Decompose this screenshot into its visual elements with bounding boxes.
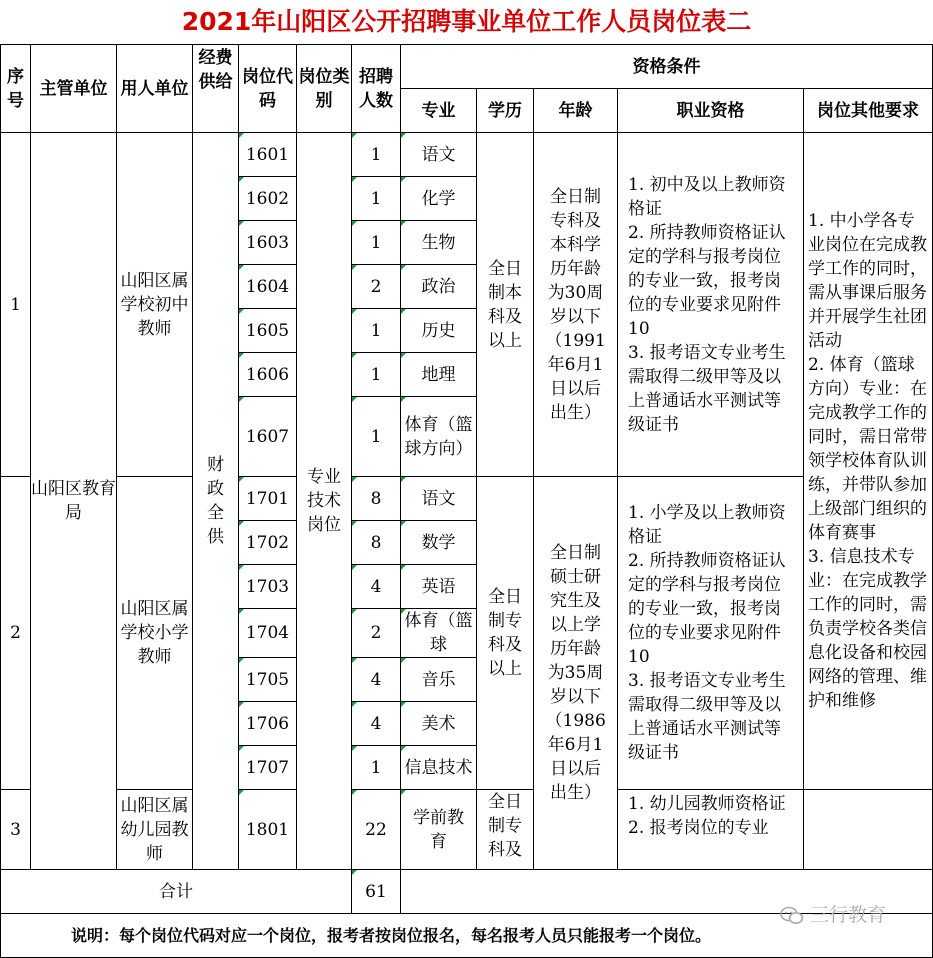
total-label: 合计 [1,870,352,914]
count-cell: 1 [352,221,401,265]
note-text: 说明：每个岗位代码对应一个岗位，报考者按岗位报名，每名报考人员只能报考一个岗位。 [1,914,933,958]
count-cell: 8 [352,477,401,521]
major-cell: 语文 [401,133,477,177]
header-code: 岗位代码 [239,45,297,133]
major-cell: 历史 [401,309,477,353]
header-count: 招聘人数 [352,45,401,133]
header-authority: 主管单位 [31,45,117,133]
code-cell: 1606 [239,353,297,397]
count-cell: 4 [352,658,401,702]
code-cell: 1801 [239,790,297,870]
count-cell: 22 [352,790,401,870]
major-cell: 语文 [401,477,477,521]
major-cell: 生物 [401,221,477,265]
table-row [1,133,933,177]
count-cell: 1 [352,177,401,221]
other-requirements-cell [804,133,933,790]
employer-cell: 山阳区属学校小学教师 [117,477,193,790]
code-cell: 1701 [239,477,297,521]
seq-cell: 2 [1,477,31,790]
header-education: 学历 [477,89,534,133]
positions-table [0,44,933,958]
cert-cell [618,790,804,870]
code-cell: 1601 [239,133,297,177]
code-cell: 1602 [239,177,297,221]
table-row [1,790,933,870]
age-cell [534,477,618,870]
count-cell: 2 [352,609,401,658]
cert-text: 1. 初中及以上教师资格证 2. 所持教师资格证认定的学科与报考岗位的专业一致，报考岗位的专业要求见附件10 3. 报考语文专业考生需取得二级甲等及以上普通话水平测试等级证书 [628,174,786,435]
major-cell: 化学 [401,177,477,221]
employer-cell: 山阳区属学校初中教师 [117,133,193,477]
education-cell [477,790,534,870]
code-cell: 1603 [239,221,297,265]
count-cell: 4 [352,702,401,746]
category-cell [297,133,352,870]
watermark-text: 三行教育 [810,904,887,926]
wechat-icon [780,906,804,926]
funding-cell [193,133,239,870]
cert-cell [618,133,804,477]
header-seq: 序号 [1,45,31,133]
code-cell: 1604 [239,265,297,309]
count-cell: 1 [352,397,401,477]
code-cell: 1605 [239,309,297,353]
major-cell: 学前教育 [401,790,477,870]
count-cell: 1 [352,309,401,353]
employer-cell: 山阳区属幼儿园教师 [117,790,193,870]
major-cell: 音乐 [401,658,477,702]
major-cell: 数学 [401,521,477,565]
age-cell [534,133,618,477]
major-cell: 政治 [401,265,477,309]
total-count: 61 [352,870,401,914]
code-cell: 1607 [239,397,297,477]
education-text: 全日制本科及以上 [488,258,522,351]
education-cell [477,133,534,477]
seq-cell: 1 [1,133,31,477]
count-cell: 1 [352,353,401,397]
header-category: 岗位类别 [297,45,352,133]
header-major: 专业 [401,89,477,133]
count-cell: 4 [352,565,401,609]
header-cert: 职业资格 [618,89,804,133]
table-row [1,477,933,521]
seq-cell: 3 [1,790,31,870]
code-cell: 1705 [239,658,297,702]
major-cell: 体育（篮球方向） [401,397,477,477]
major-cell: 信息技术 [401,746,477,790]
count-cell: 2 [352,265,401,309]
authority-cell: 山阳区教育局 [31,133,117,870]
code-cell: 1703 [239,565,297,609]
code-cell: 1704 [239,609,297,658]
other-requirements-empty [804,790,933,870]
code-cell: 1706 [239,702,297,746]
education-text: 全日制专科及以上 [488,587,522,679]
cert-text: 1. 小学及以上教师资格证 2. 所持教师资格证认定的学科与报考岗位的专业一致，报考岗位的专业要求见附件10 3. 报考语文专业考生需取得二级甲等及以上普通话水平测试等级证书 [628,503,786,763]
funding-text: 财政全供 [207,455,224,547]
major-cell: 体育（篮球 [401,609,477,658]
header-funding [193,45,239,133]
other-requirements-text: 1. 中小学各专业岗位在完成教学工作的同时，需从事课后服务并开展学生社团活动 2. 体育（篮球方向）专业：在完成教学工作的同时，需日常带领学校体育队训练，并带队参加上级部门组织的体育赛事 3. 信息技术专业：在完成教学工作的同时，需负责学校各类信息化设备和校园网络的管理、维护和维修 [808,211,927,711]
major-cell: 英语 [401,565,477,609]
code-cell: 1702 [239,521,297,565]
header-age: 年龄 [534,89,618,133]
count-cell: 1 [352,746,401,790]
header-other: 岗位其他要求 [804,89,933,133]
age-text: 全日制专科及本科学历年龄为30周岁以下（1991年6月1日以后出生） [545,186,606,423]
page-title: 2021年山阳区公开招聘事业单位工作人员岗位表二 [181,7,752,36]
header-qualifications: 资格条件 [401,45,933,89]
major-cell: 美术 [401,702,477,746]
count-cell: 8 [352,521,401,565]
code-cell: 1707 [239,746,297,790]
education-text: 全日制专科及 [488,792,522,860]
header-employer: 用人单位 [117,45,193,133]
header-funding-text: 经费供给 [198,47,233,92]
cert-text: 1. 幼儿园教师资格证 2. 报考岗位的专业 [628,794,786,838]
watermark [780,900,886,927]
count-cell: 1 [352,133,401,177]
cert-cell [618,477,804,790]
education-cell [477,477,534,790]
age-text: 全日制硕士研究生及以上学历年龄为35周岁以下（1986年6月1日以后出生） [545,543,606,803]
category-text: 专业技术岗位 [307,467,341,535]
major-cell: 地理 [401,353,477,397]
